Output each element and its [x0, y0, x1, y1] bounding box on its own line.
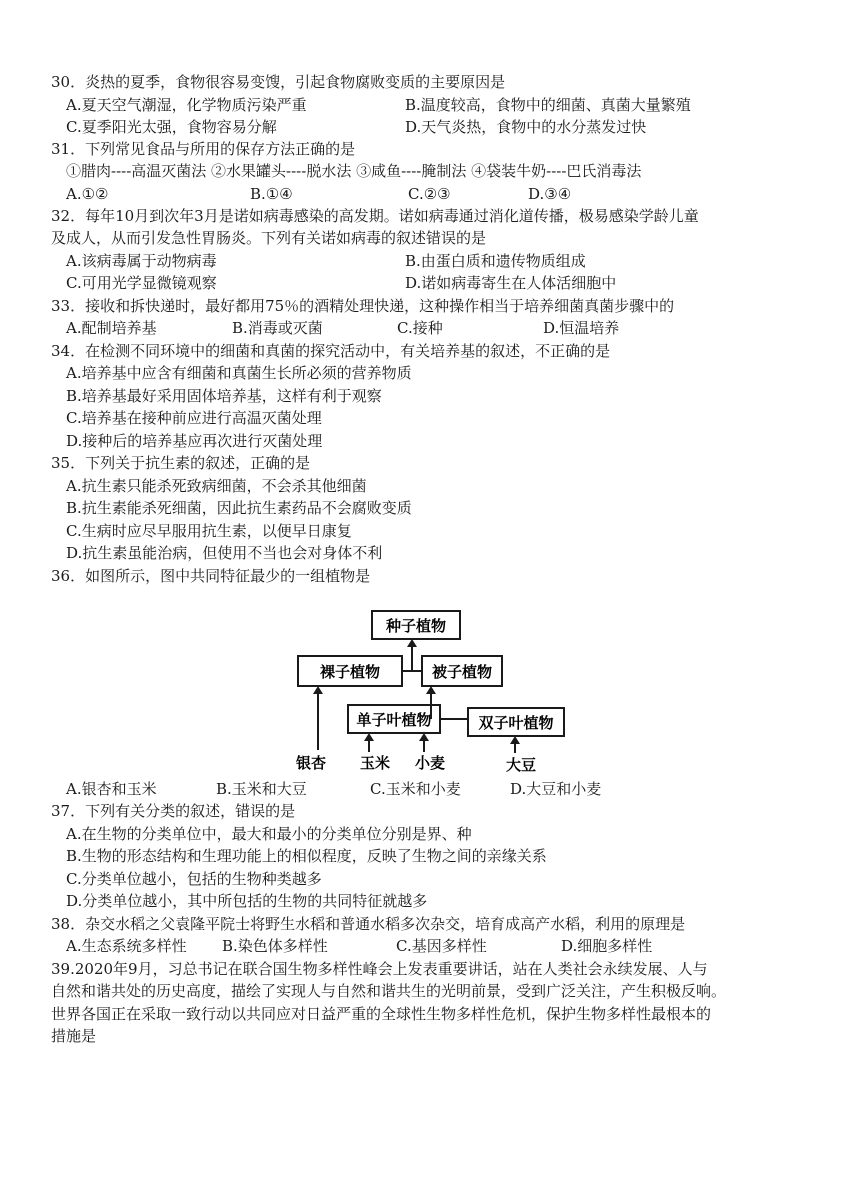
wheat-label: 小麦 — [414, 754, 446, 772]
q36-option-b[interactable]: B.玉米和大豆 — [216, 780, 307, 798]
q33-option-b[interactable]: B.消毒或灭菌 — [232, 319, 323, 337]
corn-label: 玉米 — [359, 754, 391, 772]
monocots-label: 单子叶植物 — [356, 711, 432, 729]
q34-option-a[interactable]: A.培养基中应含有细菌和真菌生长所必须的营养物质 — [66, 364, 412, 382]
angiosperms-label: 被子植物 — [431, 663, 493, 681]
gymnosperms-label: 裸子植物 — [319, 663, 381, 681]
question-39-line-4: 措施是 — [51, 1027, 97, 1045]
question-38-stem: 38．杂交水稻之父袁隆平院士将野生水稻和普通水稻多次杂交，培育成高产水稻，利用的原理是 — [51, 915, 686, 933]
question-39-line-1: 39.2020年9月，习总书记在联合国生物多样性峰会上发表重要讲话，站在人类社会永续发展、人与 — [51, 960, 708, 978]
q35-option-d[interactable]: D.抗生素虽能治病，但使用不当也会对身体不利 — [66, 544, 383, 562]
q31-option-b[interactable]: B.①④ — [250, 185, 293, 203]
q32-option-d[interactable]: D.诺如病毒寄生在人体活细胞中 — [405, 274, 617, 292]
question-31-stem: 31．下列常见食品与所用的保存方法正确的是 — [51, 140, 356, 158]
q36-option-a[interactable]: A.银杏和玉米 — [66, 780, 157, 798]
question-39-line-2: 自然和谐共处的历史高度，描绘了实现人与自然和谐共生的光明前景，受到广泛关注，产生积极反响。 — [51, 982, 727, 1000]
q33-option-d[interactable]: D.恒温培养 — [543, 319, 620, 337]
q31-items: ①腊肉----高温灭菌法 ②水果罐头----脱水法 ③咸鱼----腌制法 ④袋装牛奶----巴氏消毒法 — [66, 162, 642, 180]
q38-option-d[interactable]: D.细胞多样性 — [561, 937, 653, 955]
question-32-stem: 32．每年10月到次年3月是诺如病毒感染的高发期。诺如病毒通过消化道传播，极易感染学龄儿童 — [51, 207, 699, 225]
q30-option-a[interactable]: A.夏天空气潮湿，化学物质污染严重 — [66, 96, 307, 114]
question-37-stem: 37．下列有关分类的叙述，错误的是 — [51, 802, 296, 820]
q37-option-b[interactable]: B.生物的形态结构和生理功能上的相似程度，反映了生物之间的亲缘关系 — [66, 847, 547, 865]
question-33-stem: 33．接收和拆快递时，最好都用75％的酒精处理快递，这种操作相当于培养细菌真菌步骤中的 — [51, 297, 675, 315]
q36-option-d[interactable]: D.大豆和小麦 — [510, 780, 602, 798]
q38-option-a[interactable]: A.生态系统多样性 — [66, 937, 187, 955]
q38-option-b[interactable]: B.染色体多样性 — [222, 937, 328, 955]
q32-option-a[interactable]: A.该病毒属于动物病毒 — [66, 252, 217, 270]
q37-option-d[interactable]: D.分类单位越小，其中所包括的生物的共同特征就越多 — [66, 892, 428, 910]
q32-option-c[interactable]: C.可用光学显微镜观察 — [66, 274, 217, 292]
q35-option-b[interactable]: B.抗生素能杀死细菌，因此抗生素药品不会腐败变质 — [66, 499, 412, 517]
seed-plants-label: 种子植物 — [385, 617, 447, 635]
plant-classification-diagram — [290, 605, 580, 780]
q30-option-d[interactable]: D.天气炎热，食物中的水分蒸发过快 — [405, 118, 647, 136]
q37-option-c[interactable]: C.分类单位越小，包括的生物种类越多 — [66, 870, 322, 888]
question-34-stem: 34．在检测不同环境中的细菌和真菌的探究活动中，有关培养基的叙述，不正确的是 — [51, 342, 611, 360]
q31-option-c[interactable]: C.②③ — [408, 185, 451, 203]
question-36-stem: 36．如图所示，图中共同特征最少的一组植物是 — [51, 567, 371, 585]
question-35-stem: 35．下列关于抗生素的叙述，正确的是 — [51, 454, 311, 472]
q30-option-c[interactable]: C.夏季阳光太强，食物容易分解 — [66, 118, 277, 136]
q37-option-a[interactable]: A.在生物的分类单位中，最大和最小的分类单位分别是界、种 — [66, 825, 472, 843]
question-30-stem: 30．炎热的夏季，食物很容易变馊，引起食物腐败变质的主要原因是 — [51, 73, 506, 91]
q34-option-d[interactable]: D.接种后的培养基应再次进行灭菌处理 — [66, 432, 323, 450]
q33-option-a[interactable]: A.配制培养基 — [66, 319, 157, 337]
soybean-label: 大豆 — [505, 756, 537, 774]
q33-option-c[interactable]: C.接种 — [397, 319, 443, 337]
q32-option-b[interactable]: B.由蛋白质和遗传物质组成 — [405, 252, 586, 270]
q31-option-a[interactable]: A.①② — [66, 185, 109, 203]
q34-option-c[interactable]: C.培养基在接种前应进行高温灭菌处理 — [66, 409, 322, 427]
dicots-label: 双子叶植物 — [478, 714, 554, 732]
q34-option-b[interactable]: B.培养基最好采用固体培养基，这样有利于观察 — [66, 387, 382, 405]
q31-option-d[interactable]: D.③④ — [528, 185, 572, 203]
question-39-line-3: 世界各国正在采取一致行动以共同应对日益严重的全球性生物多样性危机，保护生物多样性最根本的 — [51, 1005, 712, 1023]
question-32-stem-cont: 及成人，从而引发急性胃肠炎。下列有关诺如病毒的叙述错误的是 — [51, 229, 487, 247]
q35-option-c[interactable]: C.生病时应尽早服用抗生素，以便早日康复 — [66, 522, 352, 540]
q35-option-a[interactable]: A.抗生素只能杀死致病细菌，不会杀其他细菌 — [66, 477, 367, 495]
ginkgo-label: 银杏 — [295, 754, 327, 772]
q30-option-b[interactable]: B.温度较高，食物中的细菌、真菌大量繁殖 — [405, 96, 691, 114]
q38-option-c[interactable]: C.基因多样性 — [396, 937, 487, 955]
q36-option-c[interactable]: C.玉米和小麦 — [370, 780, 461, 798]
